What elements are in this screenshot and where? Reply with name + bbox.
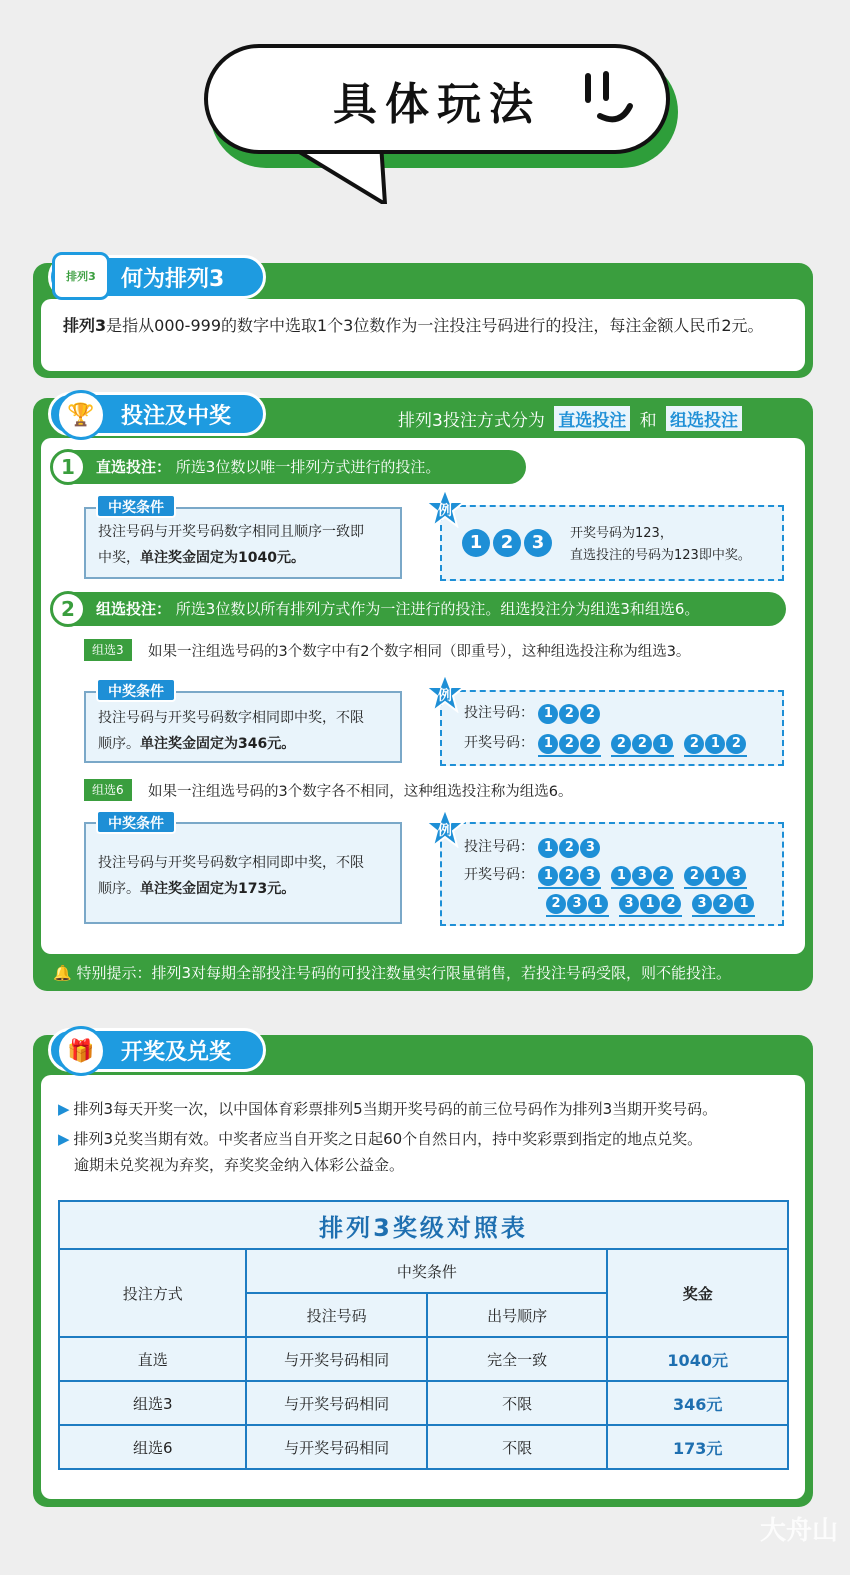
cell-prize: 1040元 [607, 1337, 788, 1381]
cell-order: 完全一致 [427, 1337, 607, 1381]
cell-order: 不限 [427, 1381, 607, 1425]
ball: 2 [559, 734, 579, 754]
trophy-icon: 🏆 [56, 390, 106, 440]
ball: 1 [538, 838, 558, 858]
g3-example-box [440, 690, 784, 766]
example-star-icon [424, 488, 466, 528]
ball-group [684, 864, 747, 889]
header-bubble [204, 44, 670, 154]
ball: 1 [705, 734, 725, 754]
ball: 1 [611, 866, 631, 886]
ball: 3 [692, 894, 712, 914]
ball: 2 [580, 704, 600, 724]
ball: 2 [546, 894, 566, 914]
prize-table-title: 排列3奖级对照表 [59, 1201, 788, 1249]
step2-desc: 所选3位数以所有排列方式作为一注进行的投注。组选投注分为组选3和组选6。 [175, 600, 700, 618]
cell-number: 与开奖号码相同 [246, 1337, 426, 1381]
step1-example-balls [462, 529, 555, 557]
pl3-logo-text: 排列3 [66, 270, 96, 283]
g3-bet-row [464, 702, 601, 724]
step1-cond-tag: 中奖条件 [96, 494, 176, 518]
step1-cond-line2-bold: 单注奖金固定为1040元。 [140, 550, 305, 566]
page-title: 具体玩法 [333, 79, 541, 130]
ball-group [538, 864, 601, 889]
ball-group [611, 864, 674, 889]
step2-title: 组选投注： [96, 600, 172, 618]
example-label: 例 [438, 823, 452, 839]
ball: 3 [567, 894, 587, 914]
ball: 1 [462, 529, 490, 557]
step1-condition-text [98, 519, 398, 571]
cell-method: 组选6 [59, 1425, 246, 1469]
what-is-rest: 是指从000-999的数字中选取1个3位数作为一注投注号码进行的投注，每注金额人民币2元。 [106, 316, 764, 335]
cell-prize: 346元 [607, 1381, 788, 1425]
ball: 2 [713, 894, 733, 914]
face-doodle-icon [580, 70, 640, 130]
ball: 2 [493, 529, 521, 557]
ball: 2 [653, 866, 673, 886]
step1-title: 直选投注： [96, 458, 172, 476]
triangle-bullet-icon: ▶ [58, 1130, 70, 1148]
step1-example-text [570, 523, 751, 567]
col-condition-header: 中奖条件 [246, 1249, 607, 1293]
ball: 2 [684, 866, 704, 886]
draw-bullet-1-text: 排列3每天开奖一次，以中国体育彩票排列5当期开奖号码的前三位号码作为排列3当期开奖号码。 [73, 1100, 718, 1118]
ball: 2 [559, 866, 579, 886]
step1-cond-line1: 投注号码与开奖号码数字相同且顺序一致即 [98, 524, 364, 540]
bet-intro-direct: 直选投注 [554, 406, 630, 431]
bet-intro-and: 和 [639, 411, 657, 431]
g3-condition-text [98, 705, 398, 757]
gift-box-icon: 🎁 [56, 1026, 106, 1076]
step1-example-line2: 直选投注的号码为123即中奖。 [570, 548, 751, 563]
ball: 1 [705, 866, 725, 886]
ball: 2 [661, 894, 681, 914]
g6-condition-box [84, 822, 402, 924]
ball: 2 [684, 734, 704, 754]
col-number-header: 投注号码 [246, 1293, 426, 1337]
table-row [59, 1425, 788, 1469]
step2-bar [56, 592, 786, 626]
ball: 3 [580, 838, 600, 858]
ball: 2 [632, 734, 652, 754]
ball: 1 [588, 894, 608, 914]
draw-bullet-1 [58, 1096, 717, 1122]
g6-draw-label: 开奖号码： [464, 867, 534, 883]
ball-group [611, 732, 674, 757]
col-prize-header: 奖金 [607, 1249, 788, 1337]
g3-cond-line2-bold: 单注奖金固定为346元。 [140, 736, 296, 752]
ball: 1 [734, 894, 754, 914]
step1-example-line1: 开奖号码为123， [570, 526, 673, 541]
triangle-bullet-icon: ▶ [58, 1100, 70, 1118]
bet-intro-group: 组选投注 [666, 406, 742, 431]
what-is-text [63, 313, 783, 339]
cell-order: 不限 [427, 1425, 607, 1469]
g6-cond-tag: 中奖条件 [96, 810, 176, 834]
g6-desc: 如果一注组选号码的3个数字各不相同，这种组选投注称为组选6。 [148, 784, 573, 800]
cell-method: 直选 [59, 1337, 246, 1381]
cell-prize: 173元 [607, 1425, 788, 1469]
g6-cond-line2-bold: 单注奖金固定为173元。 [140, 881, 296, 897]
ball-group [546, 892, 609, 917]
step1-bar [56, 450, 526, 484]
special-tip-text: 特别提示：排列3对每期全部投注号码的可投注数量实行限量销售，若投注号码受限，则不能投注。 [76, 964, 732, 982]
cell-method: 组选3 [59, 1381, 246, 1425]
prize-table [58, 1200, 789, 1470]
g3-draw-label: 开奖号码： [464, 735, 534, 751]
g3-cond-tag: 中奖条件 [96, 678, 176, 702]
draw-bullet-2 [58, 1126, 702, 1152]
draw-tab-label: 开奖及兑奖 [121, 1040, 232, 1065]
ball: 2 [559, 838, 579, 858]
g6-draw-row2 [546, 892, 765, 917]
ball: 1 [640, 894, 660, 914]
ball-group [692, 892, 755, 917]
ball: 1 [653, 734, 673, 754]
ball: 3 [580, 866, 600, 886]
g3-draw-row [464, 732, 757, 757]
step1-example-box [440, 505, 784, 581]
g3-cond-line2-plain: 顺序。 [98, 736, 140, 752]
bet-intro [398, 406, 742, 431]
ball: 3 [619, 894, 639, 914]
what-is-tab-label: 何为排列3 [121, 267, 225, 292]
ball: 3 [726, 866, 746, 886]
g6-example-box [440, 822, 784, 926]
ball: 1 [538, 866, 558, 886]
step1-number: 1 [50, 449, 86, 485]
step1-desc: 所选3位数以唯一排列方式进行的投注。 [175, 458, 441, 476]
example-label: 例 [438, 688, 452, 704]
draw-bullet-2-cont: 逾期未兑奖视为弃奖，弃奖奖金纳入体彩公益金。 [74, 1156, 405, 1174]
ball: 2 [611, 734, 631, 754]
g3-tag: 组选3 [84, 639, 132, 661]
step1-cond-line2-plain: 中奖， [98, 550, 140, 566]
draw-bullet-2-line1: 排列3兑奖当期有效。中奖者应当自开奖之日起60个自然日内，持中奖彩票到指定的地点兑奖。 [73, 1130, 703, 1148]
g3-bet-label: 投注号码： [464, 705, 534, 721]
g6-draw-row [464, 864, 757, 889]
cell-number: 与开奖号码相同 [246, 1425, 426, 1469]
example-label: 例 [438, 503, 452, 519]
col-method-header: 投注方式 [59, 1249, 246, 1337]
ball-group [684, 732, 747, 757]
ball-group [619, 892, 682, 917]
cell-number: 与开奖号码相同 [246, 1381, 426, 1425]
ball: 3 [632, 866, 652, 886]
ball: 2 [559, 704, 579, 724]
ball: 1 [538, 704, 558, 724]
bell-icon: 🔔 [53, 964, 72, 982]
bet-tab-label: 投注及中奖 [121, 404, 232, 429]
ball: 2 [580, 734, 600, 754]
g6-cond-line2-plain: 顺序。 [98, 881, 140, 897]
g6-condition-text [98, 850, 398, 902]
example-star-icon [424, 673, 466, 713]
g3-desc: 如果一注组选号码的3个数字中有2个数字相同（即重号），这种组选投注称为组选3。 [148, 644, 691, 660]
bet-intro-prefix: 排列3投注方式分为 [398, 411, 545, 431]
g6-cond-line1: 投注号码与开奖号码数字相同即中奖，不限 [98, 855, 364, 871]
ball: 3 [524, 529, 552, 557]
ball-group [538, 732, 601, 757]
col-order-header: 出号顺序 [427, 1293, 607, 1337]
ball: 2 [726, 734, 746, 754]
watermark: 大舟山 [759, 1516, 838, 1546]
g6-bet-label: 投注号码： [464, 839, 534, 855]
g6-tag: 组选6 [84, 779, 132, 801]
pl3-logo-icon [52, 252, 110, 300]
table-row [59, 1337, 788, 1381]
table-row [59, 1381, 788, 1425]
what-is-bold: 排列3 [63, 316, 107, 335]
step2-number: 2 [50, 591, 86, 627]
g6-bet-row [464, 836, 601, 858]
example-star-icon [424, 808, 466, 848]
g3-cond-line1: 投注号码与开奖号码数字相同即中奖，不限 [98, 710, 364, 726]
special-tip [53, 960, 813, 986]
what-is-body [41, 299, 805, 371]
ball: 1 [538, 734, 558, 754]
